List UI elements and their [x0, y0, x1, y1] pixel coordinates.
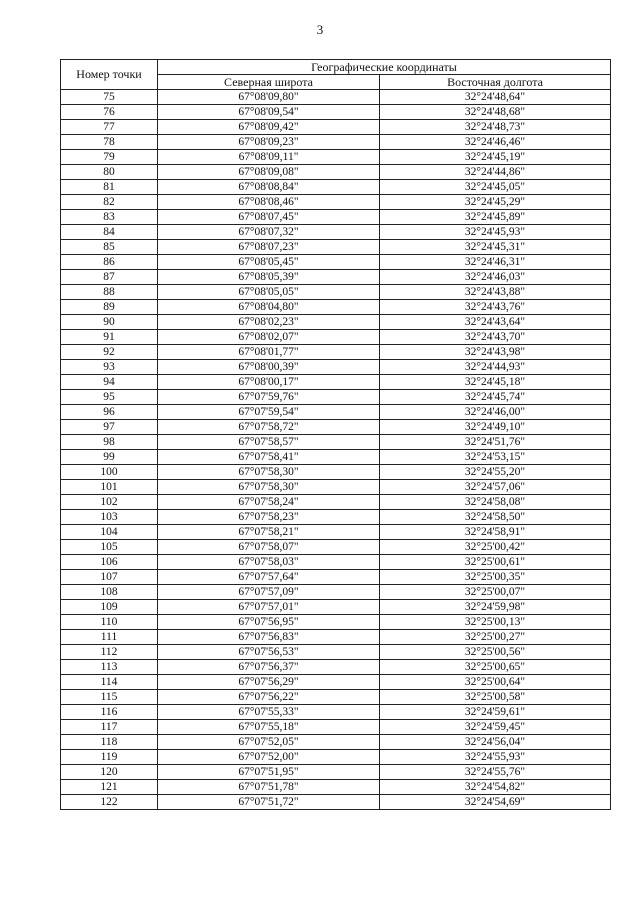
- table-row: [61, 150, 611, 165]
- longitude-cell: 32°24'55,93": [380, 750, 611, 765]
- point-number-cell: 106: [61, 555, 158, 570]
- longitude-cell: 32°24'54,82": [380, 780, 611, 795]
- table-row: [61, 645, 611, 660]
- point-number-cell: 104: [61, 525, 158, 540]
- longitude-cell: 32°24'48,64": [380, 90, 611, 105]
- table-row: [61, 600, 611, 615]
- longitude-cell: 32°24'59,98": [380, 600, 611, 615]
- point-number-cell: 81: [61, 180, 158, 195]
- table-row: [61, 195, 611, 210]
- table-row: [61, 225, 611, 240]
- table-row: [61, 105, 611, 120]
- longitude-cell: 32°24'45,89": [380, 210, 611, 225]
- point-number-cell: 105: [61, 540, 158, 555]
- table-row: [61, 285, 611, 300]
- point-number-cell: 89: [61, 300, 158, 315]
- table-row: [61, 675, 611, 690]
- point-number-cell: 122: [61, 795, 158, 810]
- latitude-cell: 67°07'58,21": [158, 525, 380, 540]
- latitude-cell: 67°07'56,95": [158, 615, 380, 630]
- table-row: [61, 555, 611, 570]
- point-number-cell: 80: [61, 165, 158, 180]
- latitude-cell: 67°08'02,07": [158, 330, 380, 345]
- table-row: [61, 630, 611, 645]
- point-number-cell: 84: [61, 225, 158, 240]
- longitude-cell: 32°24'43,76": [380, 300, 611, 315]
- longitude-cell: 32°24'55,20": [380, 465, 611, 480]
- point-number-cell: 75: [61, 90, 158, 105]
- longitude-cell: 32°24'48,73": [380, 120, 611, 135]
- table-row: [61, 360, 611, 375]
- point-number-cell: 87: [61, 270, 158, 285]
- latitude-cell: 67°07'58,03": [158, 555, 380, 570]
- table-row: [61, 495, 611, 510]
- point-number-cell: 121: [61, 780, 158, 795]
- latitude-cell: 67°08'01,77": [158, 345, 380, 360]
- latitude-cell: 67°07'57,09": [158, 585, 380, 600]
- longitude-cell: 32°24'45,74": [380, 390, 611, 405]
- longitude-cell: 32°24'44,93": [380, 360, 611, 375]
- point-number-cell: 98: [61, 435, 158, 450]
- latitude-cell: 67°08'07,23": [158, 240, 380, 255]
- table-row: [61, 390, 611, 405]
- table-header: [61, 60, 611, 90]
- point-number-cell: 79: [61, 150, 158, 165]
- point-number-cell: 83: [61, 210, 158, 225]
- point-number-cell: 101: [61, 480, 158, 495]
- latitude-cell: 67°07'58,23": [158, 510, 380, 525]
- latitude-cell: 67°08'05,39": [158, 270, 380, 285]
- point-number-cell: 93: [61, 360, 158, 375]
- point-number-cell: 96: [61, 405, 158, 420]
- table-row: [61, 420, 611, 435]
- longitude-cell: 32°24'54,69": [380, 795, 611, 810]
- table-row: [61, 690, 611, 705]
- table-row: [61, 375, 611, 390]
- table-row: [61, 585, 611, 600]
- longitude-cell: 32°24'58,91": [380, 525, 611, 540]
- table-row: [61, 90, 611, 105]
- longitude-cell: 32°25'00,56": [380, 645, 611, 660]
- latitude-cell: 67°08'00,39": [158, 360, 380, 375]
- longitude-cell: 32°24'43,70": [380, 330, 611, 345]
- longitude-cell: 32°25'00,61": [380, 555, 611, 570]
- latitude-cell: 67°08'05,05": [158, 285, 380, 300]
- longitude-cell: 32°24'48,68": [380, 105, 611, 120]
- latitude-cell: 67°07'56,83": [158, 630, 380, 645]
- point-number-cell: 102: [61, 495, 158, 510]
- table-row: [61, 510, 611, 525]
- longitude-cell: 32°24'59,61": [380, 705, 611, 720]
- point-number-cell: 110: [61, 615, 158, 630]
- table-row: [61, 615, 611, 630]
- table-row: [61, 120, 611, 135]
- table-row: [61, 255, 611, 270]
- point-number-cell: 118: [61, 735, 158, 750]
- point-number-cell: 95: [61, 390, 158, 405]
- point-number-cell: 109: [61, 600, 158, 615]
- latitude-cell: 67°07'56,29": [158, 675, 380, 690]
- latitude-cell: 67°07'58,72": [158, 420, 380, 435]
- longitude-cell: 32°24'59,45": [380, 720, 611, 735]
- table-row: [61, 780, 611, 795]
- longitude-cell: 32°24'58,50": [380, 510, 611, 525]
- table-row: [61, 210, 611, 225]
- longitude-cell: 32°24'45,19": [380, 150, 611, 165]
- latitude-cell: 67°08'09,23": [158, 135, 380, 150]
- latitude-cell: 67°07'51,95": [158, 765, 380, 780]
- header-point-number: Номер точки: [61, 60, 158, 90]
- point-number-cell: 108: [61, 585, 158, 600]
- latitude-cell: 67°08'09,11": [158, 150, 380, 165]
- latitude-cell: 67°07'55,18": [158, 720, 380, 735]
- longitude-cell: 32°24'45,31": [380, 240, 611, 255]
- table-row: [61, 450, 611, 465]
- table-row: [61, 330, 611, 345]
- longitude-cell: 32°25'00,42": [380, 540, 611, 555]
- longitude-cell: 32°24'44,86": [380, 165, 611, 180]
- latitude-cell: 67°07'56,22": [158, 690, 380, 705]
- point-number-cell: 77: [61, 120, 158, 135]
- latitude-cell: 67°07'58,57": [158, 435, 380, 450]
- longitude-cell: 32°24'53,15": [380, 450, 611, 465]
- latitude-cell: 67°08'02,23": [158, 315, 380, 330]
- point-number-cell: 90: [61, 315, 158, 330]
- latitude-cell: 67°08'09,54": [158, 105, 380, 120]
- point-number-cell: 113: [61, 660, 158, 675]
- table-row: [61, 405, 611, 420]
- point-number-cell: 85: [61, 240, 158, 255]
- point-number-cell: 99: [61, 450, 158, 465]
- table-row: [61, 705, 611, 720]
- header-east-longitude: Восточная долгота: [380, 75, 611, 90]
- latitude-cell: 67°07'58,41": [158, 450, 380, 465]
- table-row: [61, 540, 611, 555]
- longitude-cell: 32°24'43,64": [380, 315, 611, 330]
- latitude-cell: 67°08'00,17": [158, 375, 380, 390]
- latitude-cell: 67°07'59,54": [158, 405, 380, 420]
- point-number-cell: 120: [61, 765, 158, 780]
- longitude-cell: 32°24'43,98": [380, 345, 611, 360]
- longitude-cell: 32°25'00,13": [380, 615, 611, 630]
- point-number-cell: 88: [61, 285, 158, 300]
- coordinates-table: [60, 59, 611, 810]
- longitude-cell: 32°25'00,35": [380, 570, 611, 585]
- latitude-cell: 67°08'07,45": [158, 210, 380, 225]
- point-number-cell: 117: [61, 720, 158, 735]
- table-row: [61, 165, 611, 180]
- longitude-cell: 32°24'51,76": [380, 435, 611, 450]
- table-row: [61, 240, 611, 255]
- latitude-cell: 67°07'58,07": [158, 540, 380, 555]
- latitude-cell: 67°07'55,33": [158, 705, 380, 720]
- latitude-cell: 67°08'09,08": [158, 165, 380, 180]
- point-number-cell: 114: [61, 675, 158, 690]
- latitude-cell: 67°07'58,30": [158, 480, 380, 495]
- longitude-cell: 32°25'00,58": [380, 690, 611, 705]
- latitude-cell: 67°07'51,78": [158, 780, 380, 795]
- table-row: [61, 570, 611, 585]
- point-number-cell: 94: [61, 375, 158, 390]
- header-geo-coordinates: Географические координаты: [158, 60, 611, 75]
- table-row: [61, 660, 611, 675]
- longitude-cell: 32°24'45,93": [380, 225, 611, 240]
- table-row: [61, 345, 611, 360]
- longitude-cell: 32°24'46,46": [380, 135, 611, 150]
- table-row: [61, 720, 611, 735]
- latitude-cell: 67°08'08,84": [158, 180, 380, 195]
- point-number-cell: 78: [61, 135, 158, 150]
- longitude-cell: 32°24'57,06": [380, 480, 611, 495]
- table-row: [61, 180, 611, 195]
- point-number-cell: 116: [61, 705, 158, 720]
- longitude-cell: 32°25'00,27": [380, 630, 611, 645]
- point-number-cell: 97: [61, 420, 158, 435]
- longitude-cell: 32°24'56,04": [380, 735, 611, 750]
- point-number-cell: 92: [61, 345, 158, 360]
- table-row: [61, 765, 611, 780]
- latitude-cell: 67°07'58,30": [158, 465, 380, 480]
- longitude-cell: 32°24'49,10": [380, 420, 611, 435]
- table-row: [61, 735, 611, 750]
- latitude-cell: 67°08'09,80": [158, 90, 380, 105]
- point-number-cell: 82: [61, 195, 158, 210]
- latitude-cell: 67°08'05,45": [158, 255, 380, 270]
- page-number: 3: [316, 22, 324, 37]
- point-number-cell: 112: [61, 645, 158, 660]
- longitude-cell: 32°24'46,03": [380, 270, 611, 285]
- table-row: [61, 465, 611, 480]
- point-number-cell: 111: [61, 630, 158, 645]
- table-row: [61, 270, 611, 285]
- latitude-cell: 67°07'52,05": [158, 735, 380, 750]
- latitude-cell: 67°07'56,37": [158, 660, 380, 675]
- latitude-cell: 67°07'59,76": [158, 390, 380, 405]
- table-row: [61, 435, 611, 450]
- longitude-cell: 32°24'45,18": [380, 375, 611, 390]
- longitude-cell: 32°24'46,31": [380, 255, 611, 270]
- latitude-cell: 67°08'07,32": [158, 225, 380, 240]
- point-number-cell: 100: [61, 465, 158, 480]
- latitude-cell: 67°07'57,01": [158, 600, 380, 615]
- point-number-cell: 107: [61, 570, 158, 585]
- table-row: [61, 135, 611, 150]
- point-number-cell: 115: [61, 690, 158, 705]
- point-number-cell: 86: [61, 255, 158, 270]
- latitude-cell: 67°07'56,53": [158, 645, 380, 660]
- point-number-cell: 91: [61, 330, 158, 345]
- longitude-cell: 32°24'46,00": [380, 405, 611, 420]
- latitude-cell: 67°08'08,46": [158, 195, 380, 210]
- header-north-latitude: Северная широта: [158, 75, 380, 90]
- longitude-cell: 32°25'00,07": [380, 585, 611, 600]
- latitude-cell: 67°08'04,80": [158, 300, 380, 315]
- table-row: [61, 300, 611, 315]
- longitude-cell: 32°25'00,64": [380, 675, 611, 690]
- point-number-cell: 119: [61, 750, 158, 765]
- table-row: [61, 795, 611, 810]
- longitude-cell: 32°24'45,05": [380, 180, 611, 195]
- latitude-cell: 67°08'09,42": [158, 120, 380, 135]
- table-row: [61, 480, 611, 495]
- longitude-cell: 32°24'43,88": [380, 285, 611, 300]
- latitude-cell: 67°07'51,72": [158, 795, 380, 810]
- latitude-cell: 67°07'57,64": [158, 570, 380, 585]
- longitude-cell: 32°24'45,29": [380, 195, 611, 210]
- longitude-cell: 32°25'00,65": [380, 660, 611, 675]
- table-row: [61, 315, 611, 330]
- table-row: [61, 750, 611, 765]
- latitude-cell: 67°07'52,00": [158, 750, 380, 765]
- point-number-cell: 76: [61, 105, 158, 120]
- longitude-cell: 32°24'58,08": [380, 495, 611, 510]
- table-row: [61, 525, 611, 540]
- latitude-cell: 67°07'58,24": [158, 495, 380, 510]
- point-number-cell: 103: [61, 510, 158, 525]
- longitude-cell: 32°24'55,76": [380, 765, 611, 780]
- table-body: [61, 90, 611, 810]
